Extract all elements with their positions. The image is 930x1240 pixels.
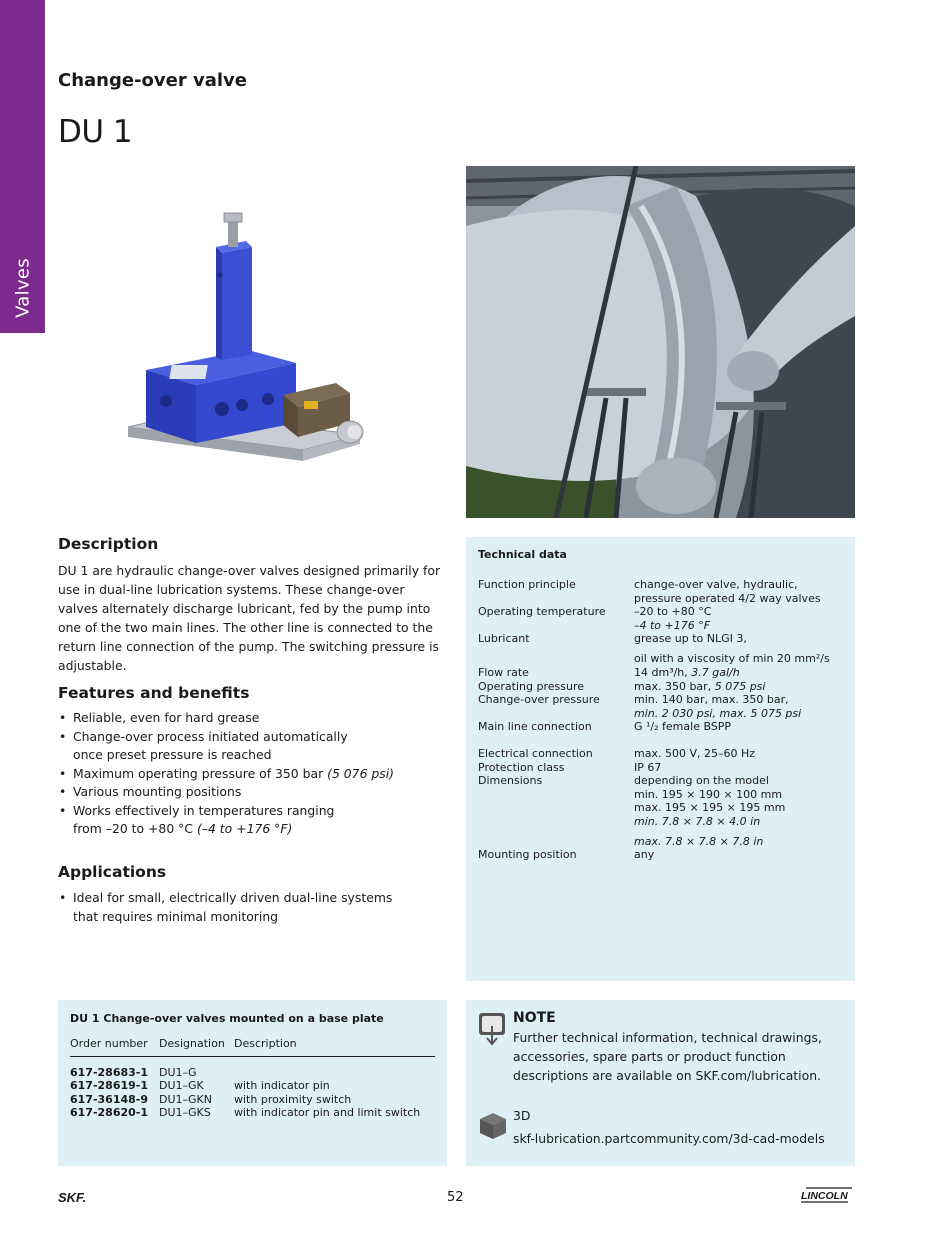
features-heading: Features and benefits	[58, 684, 250, 702]
svg-text:LINCOLN: LINCOLN	[801, 1190, 848, 1202]
list-item: • Change-over process initiated automatically once preset pressure is reached	[58, 728, 394, 765]
product-image	[118, 205, 378, 470]
note-panel	[466, 1000, 855, 1166]
note-title: NOTE	[513, 1010, 556, 1026]
page-subtitle: Change-over valve	[58, 70, 247, 91]
lincoln-logo	[800, 1185, 855, 1205]
technical-data-panel: Technical data Function principle change-over valve, hydraulic, pressure operated 4/2 way valves Operating temperature –20 to +80 °C –4 to +176 °F Lubricant grease up to NLGI 3, oil with a viscosity of min 20 mm²/s Flow rate 14 dm³/h, 3.7 gal/h Operating pressure max. 350 bar, 5 075 psi Change-over pressure min. 140 bar, max. 350 bar, min. 2 030 psi, max. 5 075 psi Main line connection G ¹/₂ female BSPP Electrical connection max. 500 V, 25–60 Hz Protection class IP 67 Dimensions depending on the model min. 195 × 190 × 100 mm max. 195 × 195 × 195 mm min. 7.8 × 7.8 × 4.0 in max. 7.8 × 7.8 × 7.8 in Mounting position any	[466, 537, 855, 981]
page-number: 52	[447, 1190, 464, 1205]
table-row: 617-36148-9 DU1–GKN with proximity switch	[70, 1093, 352, 1106]
list-item: • Works effectively in temperatures ranging from –20 to +80 °C (–4 to +176 °F)	[58, 802, 394, 839]
cube-3d-icon	[478, 1111, 508, 1141]
table-row: 617-28619-1 DU1–GK with indicator pin	[70, 1079, 330, 1092]
description-text: DU 1 are hydraulic change-over valves designed primarily for use in dual-line lubrication systems. These change-over valves alternately discharge lubricant, fed by the pump into one of the two main lines. The other line is connected to the return line connection of the pump. The switching pressure is adjustable.	[58, 563, 441, 673]
list-item: • Ideal for small, electrically driven dual-line systems that requires minimal monitoring	[58, 889, 392, 926]
header-designation: Designation	[159, 1037, 225, 1050]
description-heading: Description	[58, 535, 159, 553]
svg-text:SKF.: SKF.	[58, 1190, 87, 1204]
side-tab	[0, 0, 45, 333]
applications-heading: Applications	[58, 863, 167, 881]
note-text: Further technical information, technical drawings, accessories, spare parts or product function descriptions are available on SKF.com/lubrication.	[513, 1030, 822, 1083]
cad-title: 3D	[513, 1108, 531, 1123]
document-download-icon	[478, 1012, 508, 1046]
application-photo	[466, 166, 855, 518]
order-table-panel	[58, 1000, 447, 1166]
header-description: Description	[234, 1037, 297, 1050]
cad-models-link[interactable]: skf-lubrication.partcommunity.com/3d-cad-models	[513, 1131, 825, 1146]
applications-list	[58, 889, 392, 926]
page-title: DU 1	[58, 114, 133, 150]
order-table-header	[70, 1037, 435, 1057]
order-table-title: DU 1 Change-over valves mounted on a base plate	[70, 1012, 384, 1025]
list-item: • Maximum operating pressure of 350 bar (5 076 psi)	[58, 765, 394, 784]
technical-data-title: Technical data	[478, 548, 567, 561]
list-item: • Reliable, even for hard grease	[58, 709, 394, 728]
side-tab-label: Valves	[12, 258, 33, 318]
header-order-number: Order number	[70, 1037, 148, 1050]
features-list	[58, 709, 394, 839]
list-item: • Various mounting positions	[58, 783, 394, 802]
table-row: 617-28620-1 DU1–GKS with indicator pin and limit switch	[70, 1106, 421, 1119]
table-row: 617-28683-1 DU1–G	[70, 1066, 197, 1079]
skf-logo	[58, 1190, 104, 1204]
